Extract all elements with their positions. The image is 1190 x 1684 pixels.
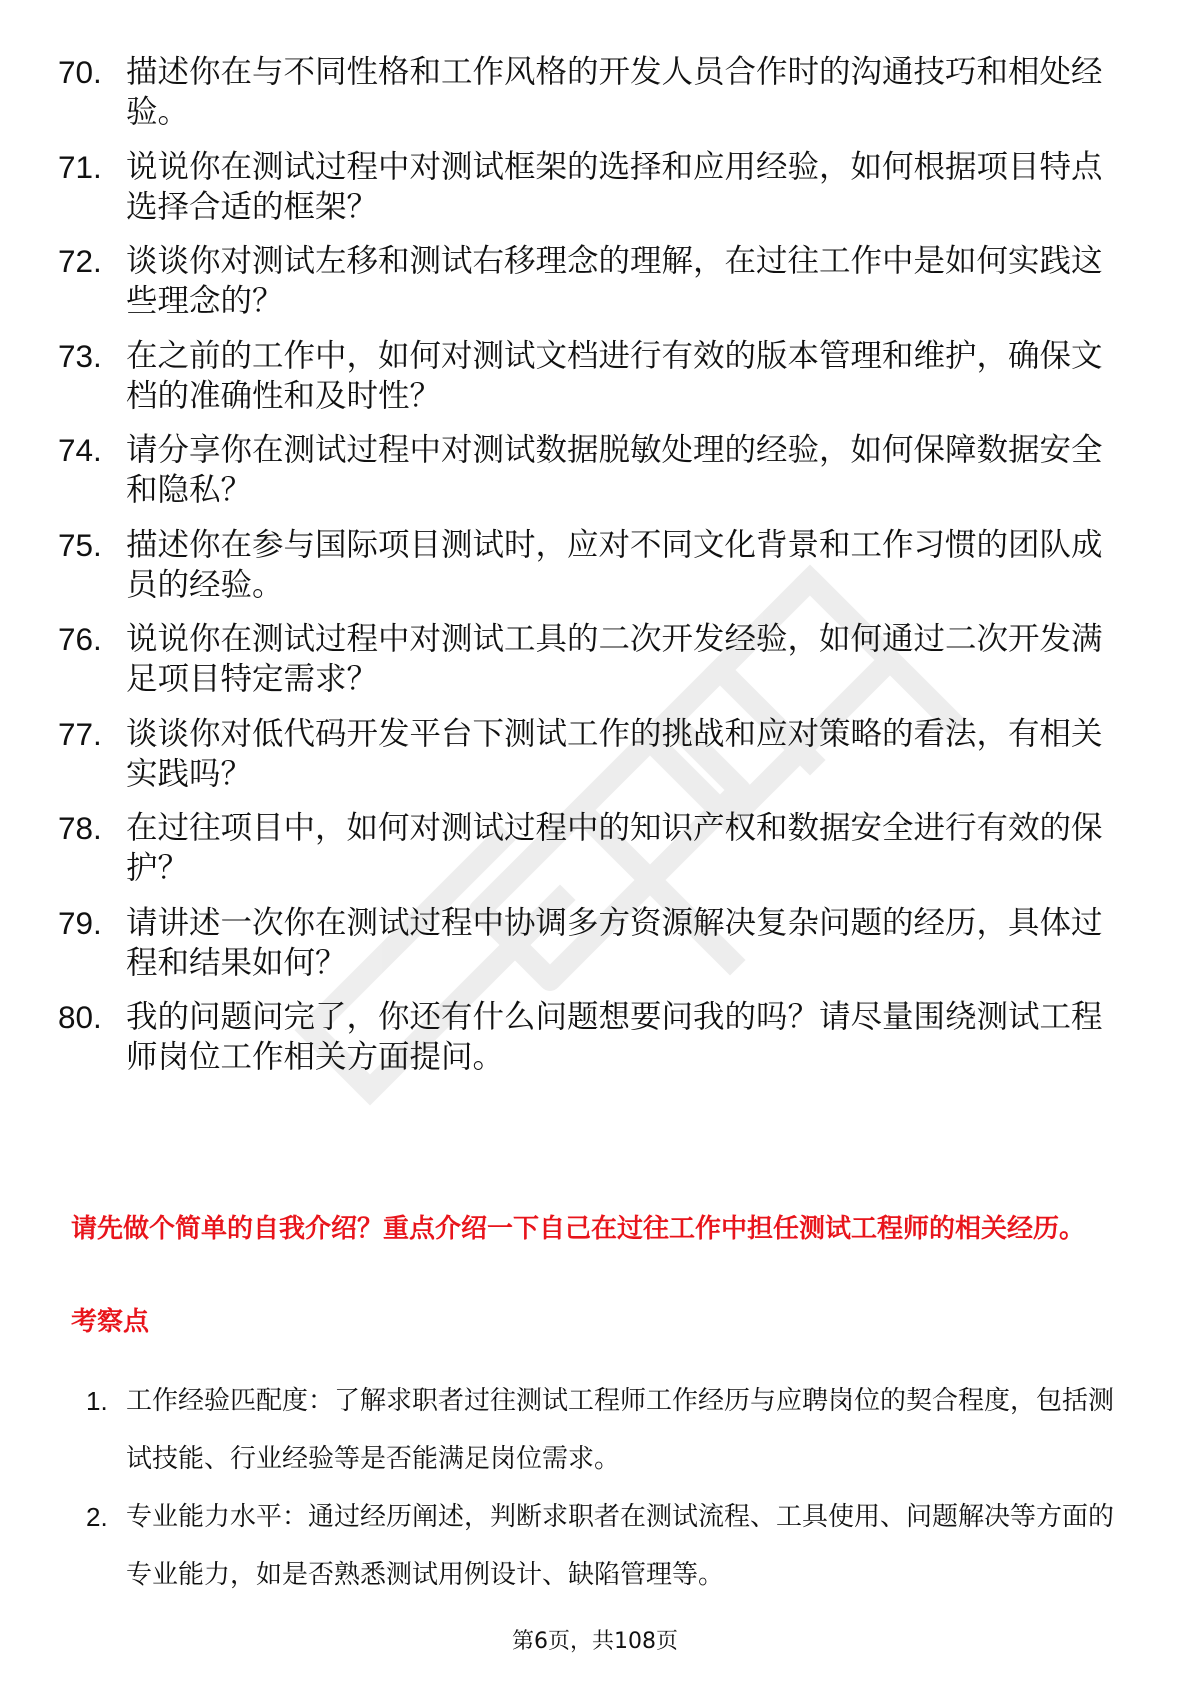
question-item xyxy=(58,336,1118,416)
question-text: 谈谈你对测试左移和测试右移理念的理解，在过往工作中是如何实践这些理念的？ xyxy=(126,243,1103,319)
question-number: 79. xyxy=(58,904,102,941)
point-number: 2. xyxy=(86,1502,108,1532)
question-text: 描述你在参与国际项目测试时，应对不同文化背景和工作习惯的团队成员的经验。 xyxy=(126,526,1103,603)
question-text: 请讲述一次你在测试过程中协调多方资源解决复杂问题的经历，具体过程和结果如何？ xyxy=(126,904,1103,981)
assessment-point-list xyxy=(86,1372,1116,1604)
question-item xyxy=(58,241,1118,321)
question-text: 说说你在测试过程中对测试工具的二次开发经验，如何通过二次开发满足项目特定需求？ xyxy=(126,621,1103,697)
question-text: 我的问题问完了，你还有什么问题想要问我的吗？请尽量围绕测试工程师岗位工作相关方面提问。 xyxy=(126,999,1103,1075)
question-number: 78. xyxy=(58,810,102,846)
question-item xyxy=(58,714,1118,794)
question-number: 71. xyxy=(58,148,102,185)
assessment-point xyxy=(86,1488,1116,1604)
question-item xyxy=(58,903,1118,983)
page-footer: 第6页，共108页 xyxy=(512,1629,678,1654)
question-item xyxy=(58,147,1118,227)
question-text: 在之前的工作中，如何对测试文档进行有效的版本管理和维护，确保文档的准确性和及时性？ xyxy=(126,337,1103,414)
question-text: 描述你在与不同性格和工作风格的开发人员合作时的沟通技巧和相处经验。 xyxy=(126,54,1103,130)
highlight-question: 请先做个简单的自我介绍？重点介绍一下自己在过往工作中担任测试工程师的相关经历。 xyxy=(71,1214,1086,1244)
question-item xyxy=(58,52,1118,132)
question-item xyxy=(58,997,1118,1077)
question-number: 76. xyxy=(58,621,102,657)
question-number: 74. xyxy=(58,432,102,468)
question-item xyxy=(58,525,1118,605)
question-text: 在过往项目中，如何对测试过程中的知识产权和数据安全进行有效的保护？ xyxy=(126,810,1103,886)
point-text: 工作经验匹配度：了解求职者过往测试工程师工作经历与应聘岗位的契合程度，包括测试技能、行业经验等是否能满足岗位需求。 xyxy=(126,1386,1115,1474)
question-text: 谈谈你对低代码开发平台下测试工作的挑战和应对策略的看法，有相关实践吗？ xyxy=(126,715,1103,792)
question-text: 说说你在测试过程中对测试框架的选择和应用经验，如何根据项目特点选择合适的框架？ xyxy=(126,148,1103,225)
question-number: 72. xyxy=(58,243,102,279)
assessment-point xyxy=(86,1372,1116,1488)
point-number: 1. xyxy=(86,1386,108,1416)
question-number: 80. xyxy=(58,999,102,1035)
point-text: 专业能力水平：通过经历阐述，判断求职者在测试流程、工具使用、问题解决等方面的专业能力，如是否熟悉测试用例设计、缺陷管理等。 xyxy=(126,1502,1115,1590)
question-number: 75. xyxy=(58,526,102,563)
question-item xyxy=(58,808,1118,888)
question-text: 请分享你在测试过程中对测试数据脱敏处理的经验，如何保障数据安全和隐私？ xyxy=(126,432,1103,508)
question-item xyxy=(58,430,1118,510)
section-heading: 考察点 xyxy=(71,1307,150,1337)
question-number: 73. xyxy=(58,337,102,374)
question-number: 77. xyxy=(58,715,102,752)
question-number: 70. xyxy=(58,54,102,90)
question-list xyxy=(58,52,1118,1092)
question-item xyxy=(58,619,1118,699)
